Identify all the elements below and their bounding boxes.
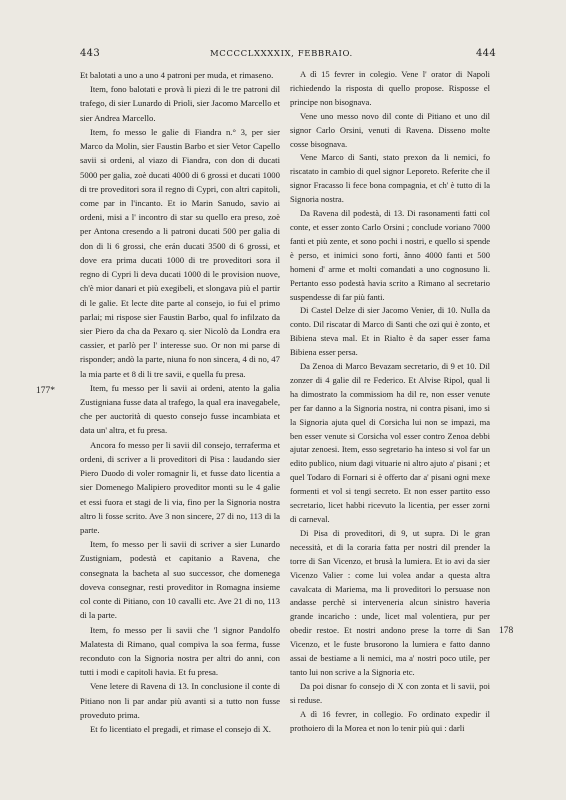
- paragraph: Di Pisa di proveditori, di 9, ut supra. Di le gran necessità, et di la coraria fatta per nostri dil prender la torre di San Vicenzo, et brusà la lumiera. Et io avi da sier Vicenzo Valier : come lui volea andar a questa altra cavalcata di Mariema, ma li proveditori lo persuase non andasse perchè si interveneria alcun sinistro haveria grande incaricho : unde, licet mal volentiera, pur per obedir restoe. Et nostri andono prese la torre di San Vicenzo, et le fuste brusorono la lumiera e fatto danno assai de bestiame a li nemici, ma a' nostri poco utile, per tanto lui non scrive a la Signoria etc.: [290, 527, 490, 677]
- paragraph: Item, fo messo per li savii di scriver a sier Lunardo Zustigniam, podestà et capitanio a Ravena, che consegnata la bacheta al suo successor, che domenega doveva consegnar, resti proveditor in Romagna insieme col conte di Pitiano, con 10 cavalli etc. Ave 21 di no, 113 di la parte.: [80, 539, 280, 621]
- page-number-right: 444: [476, 48, 496, 59]
- paragraph: Vene uno messo novo dil conte di Pitiano et uno dil signor Carlo Orsini, venuti di Ravena. Disseno molte cosse bisognava.: [290, 110, 490, 149]
- paragraph: Et balotati a uno a uno 4 patroni per muda, et rimaseno.: [80, 70, 274, 80]
- paragraph: Item, fu messo per li savii ai ordeni, atento la galia Zustigniana fusse data al trafego, la qual era inavegabele, che per auctorità di questo consejo fusse incambiata et data un' altra, et fu presa.: [80, 382, 280, 436]
- paragraph: Vene letere di Ravena di 13. In conclusione il conte di Pitiano non li par andar più avanti si a tutto non fusse proveduto prima.: [80, 681, 280, 720]
- running-header: MCCCCLXXXXIX, FEBBRAIO.: [210, 49, 353, 59]
- paragraph: Ancora fo messo per li savii dil consejo, terraferma et ordeni, di scriver a li proveditori di Pisa : laudando sier Piero Duodo di voler romagnir li, et fusse dato licentia a sier Domenego Malipiero proveditor monti su le 4 galie et essi fuora et stagi de li via, fino per la Signoria nostra altro li fosse scrito. Ave 3 non sincere, 27 di no, 113 di la parte.: [80, 439, 280, 535]
- margin-number-left: 177*: [36, 386, 55, 396]
- paragraph: A dì 15 fevrer in colegio. Vene l' orator di Napoli richiedendo la risposta di quello propose. Risposse el principe non bisognava.: [290, 69, 490, 107]
- right-column: [290, 68, 490, 736]
- paragraph: Da Ravena dil podestà, di 13. Di rasonamenti fatti col conte, et esser zonto Carlo Orsini ; conclude voriano 7000 fanti et più zente, et sono pochi i nostri, e quello si spende è perso, et inimici sono forti, ânno 4000 fanti et 500 homeni d' arme et molti comandati a uno cognosuno li. Pertanto esso podestà havia scrito a Rimano al secretario suspendesse di far più fanti.: [290, 208, 490, 302]
- paragraph: Da Zenoa di Marco Bevazam secretario, di 9 et 10. Dil zonzer di 4 galie dil re Federico. Et Alvise Ripol, qual li ha dimostrato la commissiom ha dil re, non esser venute per far danno a la Signoria nostra, ni contra pisani, imo si la Signoria ajuta quel di Corsicha lui non se impazi, ma ben esser venute si Corsicha vol esser contro Zenoa debbi ajutar zenoesi. Item, esso segretario ha inteso si vol far un edito publico, nium dagi vituarie ni altro ajuto a' pisani ; et quel Todaro di Fornari si è offerto dar a' pisani ogni mexe formenti et vol si tengi secreto. Et non esser partito esso secretario, licet habbi ricevuto la licentia, per esser zorni di carneval.: [290, 361, 490, 524]
- paragraph: Da poi disnar fo consejo di X con zonta et li savii, poi si reduse.: [290, 680, 490, 705]
- paragraph: Vene Marco di Santi, stato prexon da li nemici, fo riscatato in cambio di quel signor Leporeto. Referite che il signor Fracasso li fece bona compagnia, et ch' è tutto di la Signoria nostra.: [290, 152, 490, 205]
- paragraph: A dì 16 fevrer, in collegio. Fo ordinato expedir il prothoiero di la Morea et non lo tenir più qui : darli: [290, 708, 490, 733]
- paragraph: Item, fo messo per li savii che 'l signor Pandolfo Malatesta di Rimano, qual compiva la soa ferma, fusse reconduto con la Signoria nostra per altri do anni, con tutti i modi e capitoli havia. Et fu presa.: [80, 624, 280, 678]
- paragraph: Di Castel Delze di sier Jacomo Venier, di 10. Nulla da conto. Dil riscatar di Marco di Santi che ozi qui è zonto, et Bibiena steva mal. Et in Rialto è da saper esser fama Bibiena esser persa.: [290, 305, 490, 358]
- paragraph: Et fo licentiato el pregadi, et rimase el consejo di X.: [90, 724, 271, 735]
- page-number-left: 443: [80, 48, 100, 59]
- margin-number-right: 178: [499, 626, 514, 636]
- paragraph: Item, fono balotati e provà li piezi di le tre patroni dil trafego, di sier Lunardo di Prioli, sier Jacomo Marcello et sier Andrea Marcello.: [80, 84, 280, 123]
- left-column: [80, 68, 280, 736]
- paragraph: Item, fo messo le galie di Fiandra n.° 3, per sier Marco da Molin, sier Faustin Barbo et sier Vetor Capello savii si ordeni, al viazo di Fiandra, con don di ducati 5000 per galia, zoè ducati 4000 di 6 grossi et ducati 1000 di tre proveditori sora il regno di Cypri, con altri capitoli, come par in l'incanto. Et io Marin Sanudo, savio ai ordeni, misi a l' incontro di star su quello era preso, zoè per Antona cresendo a li patroni ducati 500 per galia di don di li 6 grossi, che erán ducati 3500 di 6 grossi, et dove era prima ducati 1000 di tre proveditori sora il regno di Cypri li deva ducati 1000 di le provision nuove, ch'è mior danari et più exegibeli, et slongava più el partir di le galie. Et lecte dite parte al consejo, io fui el primo parlai; mi rispose sier Faustin Barbo, qual fo infilzato da sier Piero da cha da Pexaro q. sier Nicolò da Londra era cassier, et parlò per l' interesse suo. Or non mi parse di risponder; andò la parte, niuna fo non sincera, 4 di no, 47 la mia parte et 8 di li tre savii, e quella fu presa.: [80, 126, 280, 379]
